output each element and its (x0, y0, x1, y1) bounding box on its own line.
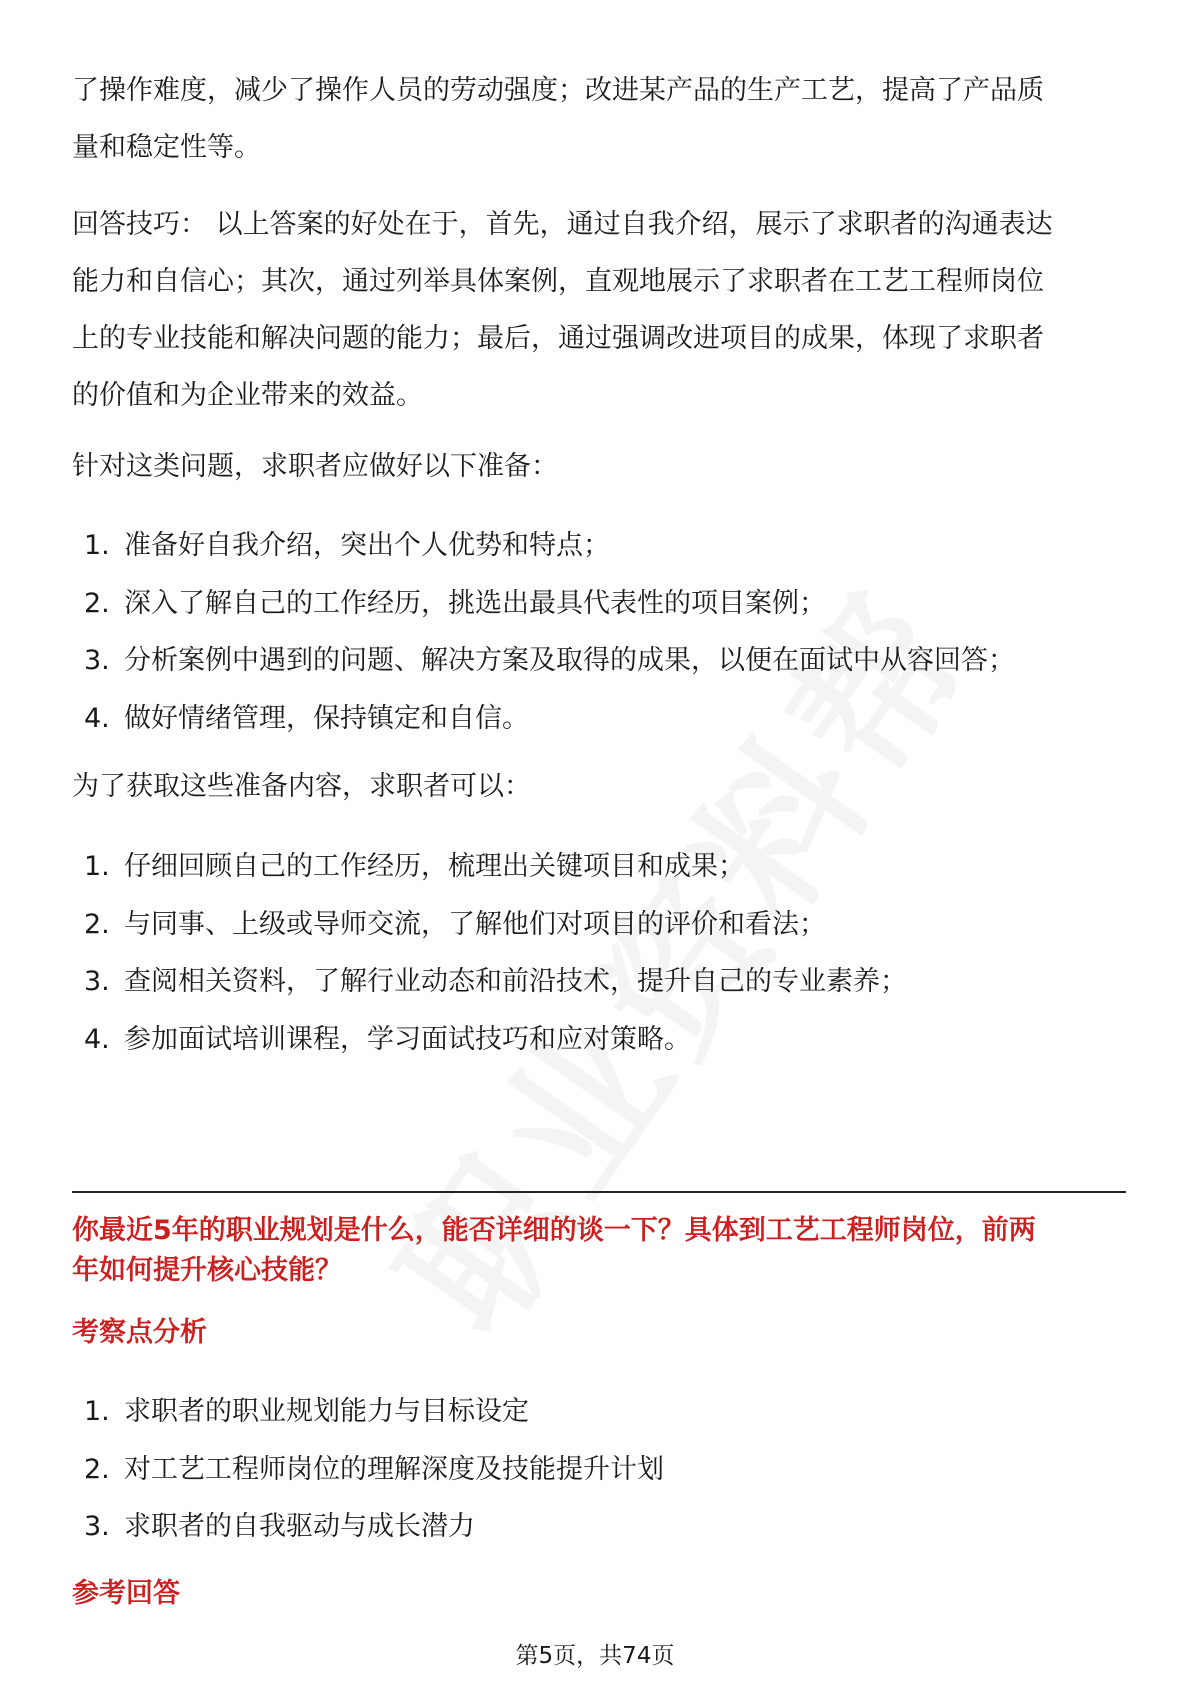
question-title (72, 1211, 1036, 1291)
paragraph-line: 量和稳定性等。 (72, 132, 261, 163)
list-number: 2. (84, 587, 110, 619)
list-number: 2. (84, 908, 110, 940)
question-line: 你最近5年的职业规划是什么，能否详细的谈一下？具体到工艺工程师岗位，前两 (72, 1215, 1036, 1246)
list-number: 3. (84, 966, 110, 997)
paragraph-line: 了操作难度，减少了操作人员的劳动强度；改进某产品的生产工艺，提高了产品质 (72, 75, 1044, 106)
question-line: 年如何提升核心技能？ (72, 1255, 342, 1286)
prep-list (84, 517, 1124, 747)
analysis-heading: 考察点分析 (72, 1317, 207, 1348)
section-divider (72, 1191, 1126, 1193)
list-text: 求职者的自我驱动与成长潜力 (124, 1511, 475, 1542)
list-item (84, 632, 1124, 690)
list-text: 准备好自我介绍，突出个人优势和特点； (124, 530, 610, 561)
list-item (84, 1441, 1124, 1499)
gather-intro: 为了获取这些准备内容，求职者可以： (72, 771, 531, 802)
analysis-list (84, 1383, 1124, 1556)
list-text: 求职者的职业规划能力与目标设定 (124, 1396, 529, 1427)
list-item (84, 953, 1124, 1011)
list-text: 与同事、上级或导师交流，了解他们对项目的评价和看法； (124, 908, 826, 940)
list-text: 深入了解自己的工作经历，挑选出最具代表性的项目案例； (124, 587, 826, 619)
list-text: 参加面试培训课程，学习面试技巧和应对策略。 (124, 1023, 691, 1055)
list-text: 查阅相关资料，了解行业动态和前沿技术，提升自己的专业素养； (124, 966, 907, 997)
page-footer: 第5页，共74页 (515, 1643, 675, 1669)
list-number: 4. (84, 702, 110, 734)
paragraph-line: 能力和自信心；其次，通过列举具体案例，直观地展示了求职者在工艺工程师岗位 (72, 266, 1044, 297)
list-item (84, 517, 1124, 575)
gather-list (84, 838, 1124, 1068)
paragraph-line: 回答技巧： 以上答案的好处在于，首先，通过自我介绍，展示了求职者的沟通表达 (72, 209, 1053, 240)
list-number: 3. (84, 1511, 110, 1542)
paragraph-line: 的价值和为企业带来的效益。 (72, 380, 423, 411)
list-number: 2. (84, 1453, 110, 1485)
list-number: 3. (84, 645, 110, 676)
list-text: 对工艺工程师岗位的理解深度及技能提升计划 (124, 1453, 664, 1485)
list-text: 仔细回顾自己的工作经历，梳理出关键项目和成果； (124, 851, 745, 882)
list-item (84, 575, 1124, 633)
answer-heading: 参考回答 (72, 1578, 180, 1609)
list-number: 1. (84, 1396, 110, 1427)
list-number: 1. (84, 530, 110, 561)
list-number: 1. (84, 851, 110, 882)
list-item (84, 1383, 1124, 1441)
list-item (84, 896, 1124, 954)
answer-tips-paragraph (72, 196, 1127, 424)
list-item (84, 1011, 1124, 1069)
list-text: 分析案例中遇到的问题、解决方案及取得的成果，以便在面试中从容回答； (124, 645, 1015, 676)
list-item (84, 690, 1124, 748)
paragraph-line: 上的专业技能和解决问题的能力；最后，通过强调改进项目的成果，体现了求职者 (72, 323, 1044, 354)
list-number: 4. (84, 1023, 110, 1055)
intro-continuation-paragraph (72, 62, 1127, 176)
prep-intro: 针对这类问题，求职者应做好以下准备： (72, 451, 558, 482)
list-item (84, 1498, 1124, 1556)
list-text: 做好情绪管理，保持镇定和自信。 (124, 702, 529, 734)
list-item (84, 838, 1124, 896)
